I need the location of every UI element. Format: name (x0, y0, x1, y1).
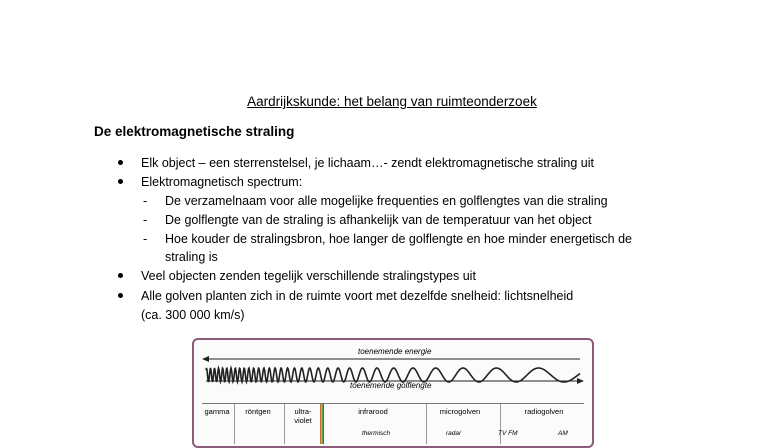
wavelength-label: toenemende golflengte (350, 381, 432, 390)
energy-label: toenemende energie (358, 347, 432, 356)
section-heading: De elektromagnetische straling (94, 124, 295, 139)
band-divider (426, 404, 427, 444)
bullet-item: Elk object – een sterrenstelsel, je lichaam…- zendt elektromagnetische straling uit (141, 156, 594, 170)
sub-label-thermisch: thermisch (362, 430, 391, 437)
page-title: Aardrijkskunde: het belang van ruimteonderzoek (247, 94, 537, 109)
bullet-item: Elektromagnetisch spectrum: (141, 175, 303, 189)
band-ultraviolet (288, 407, 318, 425)
bullet-item-continued: (ca. 300 000 km/s) (141, 308, 245, 322)
sub-bullet-dash: - (143, 194, 148, 208)
sub-bullet-dash: - (143, 213, 148, 227)
band-radiogolven: radiogolven (524, 407, 564, 416)
sub-bullet-item: De golflengte van de straling is afhankelijk van de temperatuur van het object (165, 213, 592, 227)
sub-bullet-item: De verzamelnaam voor alle mogelijke frequenties en golflengtes van die straling (165, 194, 608, 208)
band-divider (284, 404, 285, 444)
sub-label-radar: radar (446, 430, 462, 437)
band-ultraviolet-line2: violet (294, 416, 312, 425)
bullet-dot (118, 293, 123, 298)
sub-label-tvfm: TV FM (498, 430, 518, 437)
sub-bullet-item: Hoe kouder de stralingsbron, hoe langer de golflengte en hoe minder energetisch de (165, 232, 632, 246)
sub-bullet-item-continued: straling is (165, 250, 218, 264)
band-row (202, 403, 584, 444)
band-infrarood: infrarood (358, 407, 388, 416)
band-ultraviolet-line1: ultra- (294, 407, 312, 416)
sub-bullet-dash: - (143, 232, 148, 246)
band-divider (500, 404, 501, 444)
band-rontgen: röntgen (245, 407, 271, 416)
visible-light-strip (320, 404, 324, 444)
band-microgolven: microgolven (439, 407, 481, 416)
bullet-item: Veel objecten zenden tegelijk verschillende stralingstypes uit (141, 269, 476, 283)
band-divider (234, 404, 235, 444)
bullet-dot (118, 160, 123, 165)
spectrum-figure (192, 338, 594, 448)
band-gamma: gamma (204, 407, 230, 416)
bullet-dot (118, 179, 123, 184)
bullet-dot (118, 273, 123, 278)
sub-label-am: AM (558, 430, 568, 437)
bullet-item: Alle golven planten zich in de ruimte voort met dezelfde snelheid: lichtsnelheid (141, 289, 574, 303)
